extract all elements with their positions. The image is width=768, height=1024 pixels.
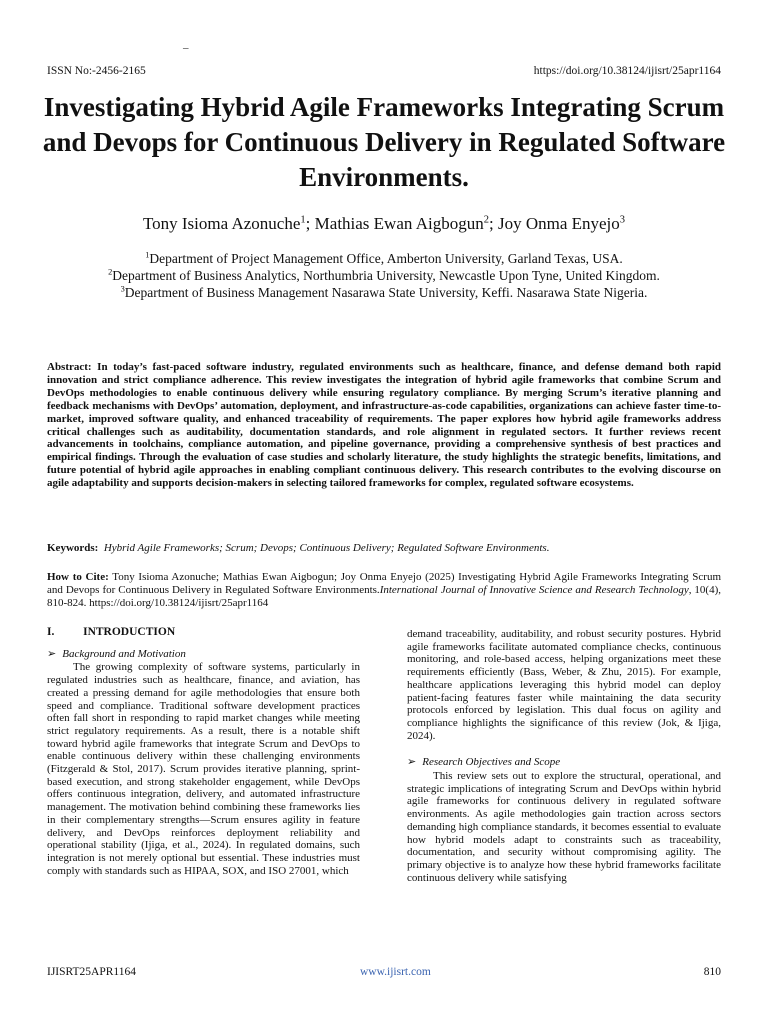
keywords	[47, 542, 721, 554]
right-column	[407, 628, 721, 884]
affiliation: $^2$Department of Business Analytics, Northumbria University, Newcastle Upon Tyne, United Kingdom.	[108, 267, 660, 283]
arrow-bullet-icon: ➢	[47, 647, 57, 660]
footer-website-link[interactable]: www.ijisrt.com	[360, 966, 431, 978]
left-column	[47, 626, 360, 877]
cite-label: How to Cite:	[47, 571, 109, 583]
author-name: Tony Isioma Azonuche	[142, 214, 301, 233]
doi-link[interactable]: https://doi.org/10.38124/ijisrt/25apr1164	[533, 65, 721, 77]
author-sup: 2	[483, 214, 489, 226]
issn-number: ISSN No:-2456-2165	[47, 65, 146, 77]
section-heading: I. INTRODUCTION	[47, 626, 176, 638]
paper-title: Investigating Hybrid Agile Frameworks Integrating Scrum and Devops for Continuous Delivery in Regulated Software Environments.	[42, 92, 726, 192]
header-dash: –	[183, 42, 189, 54]
page-number: 810	[703, 966, 721, 978]
keywords-text: Hybrid Agile Frameworks; Scrum; Devops; Continuous Delivery; Regulated Software Environments.	[103, 542, 550, 554]
affiliation-list	[30, 250, 738, 301]
affiliation: $^3$Department of Business Management Nasarawa State University, Keffi. Nasarawa State Nigeria.	[120, 284, 648, 300]
cite-text: Tony Isioma Azonuche; Mathias Ewan Aigbogun; Joy Onma Enyejo (2025) Investigating Hybrid Agile Frameworks Integrating Scrum and Devops for Continuous Delivery in Regulated Software Environments.	[47, 571, 722, 596]
cite-tail: , 10(4), 810-824. https://doi.org/10.38124/ijisrt/25apr1164	[47, 584, 722, 609]
abstract-label: Abstract:	[47, 361, 92, 373]
author-name: Joy Onma Enyejo	[497, 214, 620, 233]
paragraph: demand traceability, auditability, and robust security postures. Hybrid agile frameworks facilitate automated compliance checks, continuous monitoring, and role-based access, helping organizations meet these requirements efficiently (Bass, Weber, & Zhu, 2015). For example, healthcare applications leveraging this hybrid model can deploy patient-facing features faster while maintaining the data security protocols enforced by legislation. This dual focus on agility and compliance highlights the significance of this review (Jok, & Ijiga, 2024).	[407, 628, 721, 742]
abstract-text: In today’s fast-paced software industry, regulated environments such as healthcare, finance, and defense demand both rapid innovation and strict compliance adherence. This review investigates the integration of hybrid agile frameworks that combine Scrum and DevOps methodologies to enable continuous delivery while ensuring regulatory compliance. By merging Scrum’s iterative planning and feedback mechanisms with DevOps’ automation, deployment, and infrastructure-as-code capabilities, organizations can achieve faster time-to-market, improved software quality, and enhanced traceability of requirements. The paper explores how hybrid agile frameworks address critical challenges such as auditability, documentation standards, and role alignment in regulated sectors. It further reviews recent advancements in toolchains, compliance automation, and pipeline governance, providing a comprehensive synthesis of best practices and empirical findings. Through the evaluation of case studies and scholarly literature, the study highlights the strategic benefits, limitations, and future potential of hybrid agile approaches in enabling compliant continuous delivery. This research contributes to the evolving discourse on agile adaptability and supports decision-makers in selecting tailored frameworks for complex, regulated software ecosystems.	[47, 361, 721, 490]
keywords-label: Keywords:	[47, 542, 99, 554]
author-name: Mathias Ewan Aigbogun	[314, 214, 484, 233]
arrow-bullet-icon: ➢	[407, 756, 417, 769]
footer-id: IJISRT25APR1164	[47, 966, 136, 978]
author-sup: 3	[619, 214, 626, 226]
paragraph: This review sets out to explore the structural, operational, and strategic implications of integrating Scrum and DevOps within hybrid agile frameworks for continuous delivery in regulated software environments. As agile methodologies gain traction across sectors demanding high compliance standards, it becomes essential to evaluate how hybrid models adapt to constraints such as traceability, documentation, and security without compromising agility. The primary objective is to analyze how these hybrid frameworks facilitate continuous delivery while satisfying	[407, 770, 721, 884]
author-sup: 1	[300, 214, 306, 226]
subsection-heading: ➢ Background and Motivation	[47, 647, 186, 660]
subsection-heading: ➢ Research Objectives and Scope	[407, 756, 561, 769]
abstract	[47, 361, 721, 490]
affiliation: $^1$Department of Project Management Office, Amberton University, Garland Texas, USA.	[145, 250, 623, 266]
paragraph: The growing complexity of software systems, particularly in regulated industries such as healthcare, finance, and aviation, has created a pressing demand for agile methodologies that ensure both speed and compliance. Traditional software development practices often fall short in responding to rapid market changes while meeting strict regulatory requirements. As a result, there is a notable shift toward hybrid agile frameworks that integrate Scrum and DevOps to enable continuous delivery within these challenging environments (Fitzgerald & Stol, 2017). Scrum provides iterative planning, sprint-based execution, and strong stakeholder engagement, while DevOps offers continuous integration, delivery, and automated infrastructure management. The motivation behind combining these frameworks lies in their complementary strengths—Scrum ensures agility in feature delivery, and DevOps reinforces deployment reliability and operational stability (Ijiga, et al., 2024). In regulated domains, such integration is not merely optional but essential. These industries must comply with standards such as HIPAA, SOX, and ISO 27001, which	[47, 661, 360, 877]
how-to-cite	[47, 571, 721, 610]
author-list: Tony Isioma Azonuche$^1$; Mathias Ewan Aigbogun$^2$; Joy Onma Enyejo$^3$	[142, 214, 626, 233]
cite-journal: International Journal of Innovative Science and Research Technology	[379, 584, 689, 596]
